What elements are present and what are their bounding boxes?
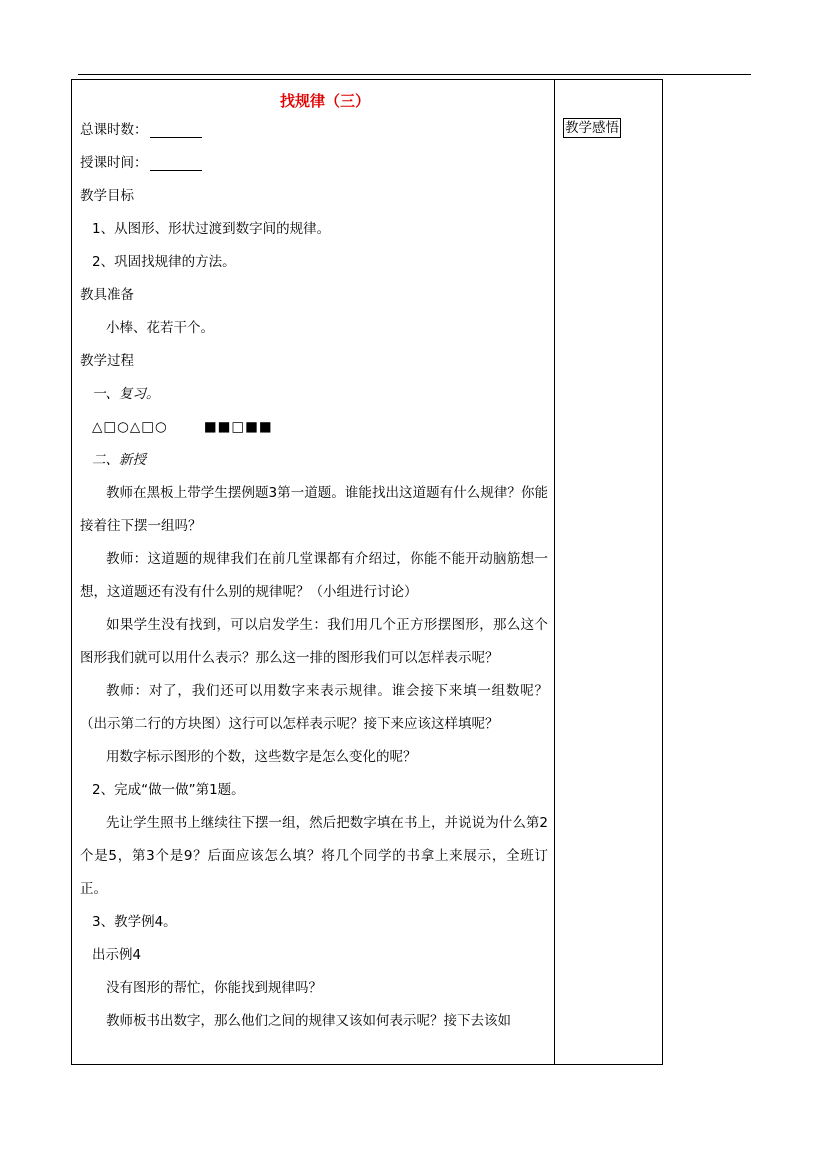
paragraph-4: 教师：对了，我们还可以用数字来表示规律。谁会接下来填一组数呢？（出示第二行的方块图）这行可以怎样表示呢？接下来应该这样填呢？	[80, 683, 548, 732]
step-3-heading: 3、教学例4。	[92, 914, 177, 930]
final-paragraph-1: 没有图形的帮忙，你能找到规律吗？	[106, 980, 322, 996]
tools-text: 小棒、花若干个。	[106, 320, 214, 336]
lesson-title: 找规律（三）	[279, 92, 370, 110]
final-paragraph-2: 教师板书出数字，那么他们之间的规律又该如何表示呢？接下去该如	[106, 1013, 511, 1029]
shape-sequence-a: △□○△□○	[92, 419, 168, 435]
step-2-heading: 2、完成“做一做”第1题。	[92, 782, 245, 798]
column-divider	[554, 79, 555, 1065]
paragraph-5: 用数字标示图形的个数，这些数字是怎么变化的呢？	[106, 749, 417, 765]
goal-item-1: 1、从图形、形状过渡到数字间的规律。	[92, 221, 331, 237]
example-4-label: 出示例4	[92, 947, 142, 963]
total-hours-label: 总课时数：	[80, 122, 148, 138]
new-lesson-label: 二、新授	[92, 452, 146, 468]
paragraph-3: 如果学生没有找到，可以启发学生：我们用几个正方形摆图形，那么这个图形我们就可以用什么表示？那么这一排的图形我们可以怎样表示呢？	[80, 617, 548, 666]
teach-time-field	[80, 147, 548, 180]
paragraph-1: 教师在黑板上带学生摆例题3第一道题。谁能找出这道题有什么规律？你能接着往下摆一组吗？	[80, 485, 548, 534]
process-heading: 教学过程	[80, 353, 134, 369]
lesson-content	[80, 88, 548, 1038]
tools-heading: 教具准备	[80, 287, 134, 303]
header-rule	[78, 74, 751, 75]
shape-sequence-b: ■■□■■	[203, 419, 273, 435]
step-2-text: 先让学生照书上继续往下摆一组，然后把数字填在书上，并说说为什么第2个是5，第3个是9？后面应该怎么填？将几个同学的书拿上来展示，全班订正。	[80, 815, 548, 897]
goals-heading: 教学目标	[80, 188, 134, 204]
teaching-reflection-label: 教学感悟	[565, 120, 619, 136]
goal-item-2: 2、巩固找规律的方法。	[92, 254, 236, 270]
paragraph-2: 教师：这道题的规律我们在前几堂课都有介绍过，你能不能开动脑筋想一想，这道题还有没有什么别的规律呢？（小组进行讨论）	[80, 551, 548, 600]
shape-sequence	[80, 411, 548, 444]
total-hours-field	[80, 114, 548, 147]
teach-time-label: 授课时间：	[80, 155, 148, 171]
review-label: 一、复习。	[92, 386, 160, 402]
total-hours-blank	[150, 123, 202, 138]
teach-time-blank	[150, 156, 202, 171]
